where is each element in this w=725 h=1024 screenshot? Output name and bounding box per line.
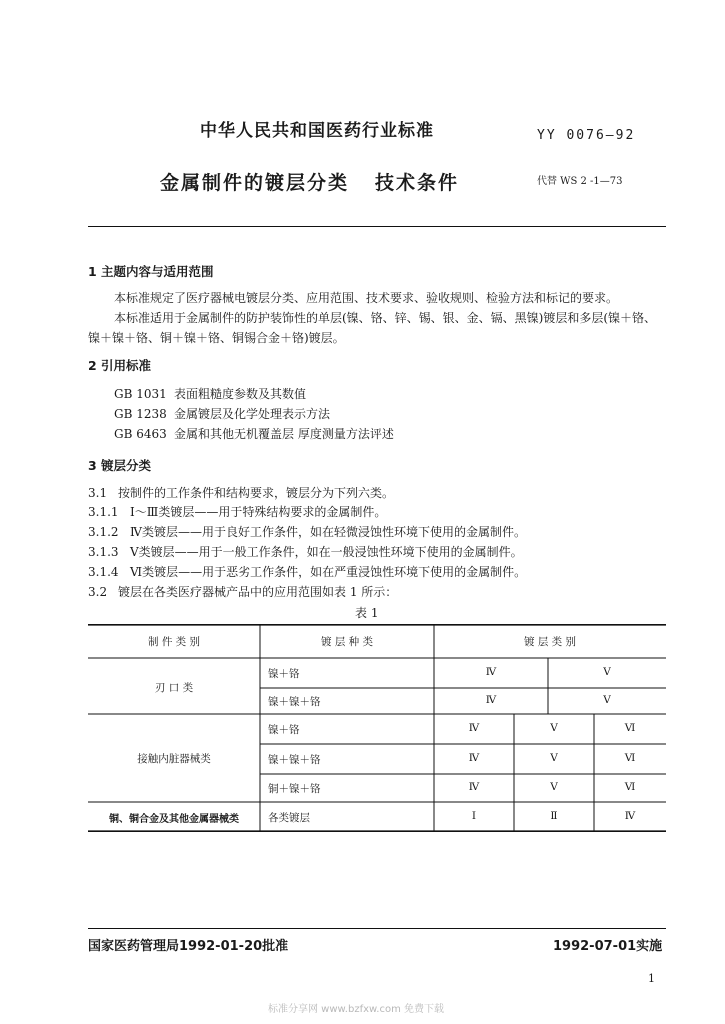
- clause-text: 镀层在各类医疗器械产品中的应用范围如表 1 所示：: [118, 585, 398, 599]
- clause-item: [88, 503, 386, 520]
- table-class-cell: Ⅳ: [468, 752, 480, 764]
- clause-item: [88, 543, 523, 560]
- table-class-cell: Ⅳ: [485, 666, 497, 678]
- section-2-heading: 2 引用标准: [88, 358, 152, 373]
- reference-title: 金属镀层及化学处理表示方法: [174, 407, 331, 421]
- table-caption: 表 1: [355, 606, 379, 620]
- clause-number: 3.1.2: [88, 525, 119, 539]
- table-category-cell: 接触内脏器械类: [137, 753, 211, 765]
- footer-rule: [88, 928, 666, 929]
- clause-item: [88, 484, 394, 501]
- table-class-cell: Ⅵ: [624, 752, 636, 764]
- reference-item: [114, 385, 306, 402]
- clause-text: Ⅰ～Ⅲ类镀层——用于特殊结构要求的金属制件。: [130, 505, 387, 519]
- table-class-cell: Ⅰ: [471, 810, 477, 822]
- table-category-cell: 铜、铜合金及其他金属器械类: [109, 814, 239, 825]
- issuing-organization: 中华人民共和国医药行业标准: [200, 121, 434, 141]
- title-sub: 技术条件: [375, 172, 460, 194]
- title-main: 金属制件的镀层分类: [160, 172, 350, 194]
- reference-item: [114, 425, 394, 442]
- reference-item: [114, 405, 330, 422]
- table-class-cell: Ⅳ: [468, 722, 480, 734]
- effective-date: 1992-07-01实施: [553, 939, 663, 954]
- clause-text: Ⅴ类镀层——用于一般工作条件，如在一般浸蚀性环境下使用的金属制件。: [130, 545, 523, 559]
- table-coating-cell: 镍＋镍＋铬: [268, 696, 321, 708]
- clause-number: 3.1.1: [88, 505, 119, 519]
- table-class-cell: Ⅵ: [624, 781, 636, 793]
- table-grid: [88, 624, 666, 832]
- clause-item: [88, 563, 526, 580]
- table-coating-cell: 镍＋镍＋铬: [268, 754, 321, 766]
- table-class-cell: Ⅵ: [624, 722, 636, 734]
- replaces-note: 代替 WS 2 -1—73: [537, 176, 623, 187]
- reference-title: 金属和其他无机覆盖层 厚度测量方法评述: [174, 427, 394, 441]
- document-title: [160, 168, 459, 195]
- standard-code: YY 0076—92: [537, 128, 636, 143]
- header-rule: [88, 226, 666, 227]
- table-category-cell: 刃 口 类: [154, 682, 194, 694]
- reference-title: 表面粗糙度参数及其数值: [174, 387, 307, 401]
- reference-code: GB 1238: [114, 407, 167, 421]
- reference-code: GB 1031: [114, 387, 167, 401]
- section-3-heading: 3 镀层分类: [88, 458, 152, 473]
- table-coating-cell: 镍＋铬: [268, 724, 300, 736]
- table-class-cell: Ⅴ: [550, 722, 558, 734]
- clause-number: 3.1: [88, 486, 108, 500]
- table-coating-cell: 各类镀层: [268, 812, 310, 824]
- table-class-cell: Ⅳ: [485, 694, 497, 706]
- table-class-cell: Ⅴ: [550, 752, 558, 764]
- table-class-cell: Ⅳ: [468, 781, 480, 793]
- table-class-cell: Ⅳ: [624, 810, 636, 822]
- table-class-cell: Ⅴ: [603, 694, 611, 706]
- table-coating-cell: 镍＋铬: [268, 668, 300, 680]
- table-header-coating-type: 镀 层 种 类: [320, 636, 374, 648]
- section-1-paragraph-1: 本标准规定了医疗器械电镀层分类、应用范围、技术要求、验收规则、检验方法和标记的要求。: [114, 291, 619, 305]
- table-header-coating-class: 镀 层 类 别: [523, 636, 577, 648]
- table-coating-cell: 铜＋镍＋铬: [268, 783, 321, 795]
- clause-item: [88, 583, 397, 600]
- clause-number: 3.1.3: [88, 545, 119, 559]
- clause-text: Ⅵ类镀层——用于恶劣工作条件，如在严重浸蚀性环境下使用的金属制件。: [130, 565, 527, 579]
- table-class-cell: Ⅴ: [550, 781, 558, 793]
- clause-text: 按制件的工作条件和结构要求，镀层分为下列六类。: [118, 486, 395, 500]
- watermark: 标准分享网 www.bzfxw.com 免费下载: [268, 1004, 444, 1015]
- clause-number: 3.1.4: [88, 565, 119, 579]
- coating-table: [88, 624, 666, 832]
- table-header-category: 制 件 类 别: [147, 636, 201, 648]
- table-class-cell: Ⅴ: [603, 666, 611, 678]
- section-1-paragraph-2b: 镍＋镍＋铬、铜＋镍＋铬、铜锡合金＋铬)镀层。: [88, 331, 345, 345]
- clause-number: 3.2: [88, 585, 108, 599]
- reference-code: GB 6463: [114, 427, 167, 441]
- page-number: 1: [648, 972, 655, 985]
- section-1-paragraph-2a: 本标准适用于金属制件的防护装饰性的单层(镍、铬、锌、锡、银、金、镉、黑镍)镀层和多层(镍＋铬、: [114, 311, 657, 325]
- table-class-cell: Ⅱ: [550, 810, 558, 822]
- clause-text: Ⅳ类镀层——用于良好工作条件，如在轻微浸蚀性环境下使用的金属制件。: [130, 525, 526, 539]
- clause-item: [88, 523, 526, 540]
- section-1-heading: 1 主题内容与适用范围: [88, 264, 214, 279]
- approval-note: 国家医药管理局1992-01-20批准: [88, 939, 289, 954]
